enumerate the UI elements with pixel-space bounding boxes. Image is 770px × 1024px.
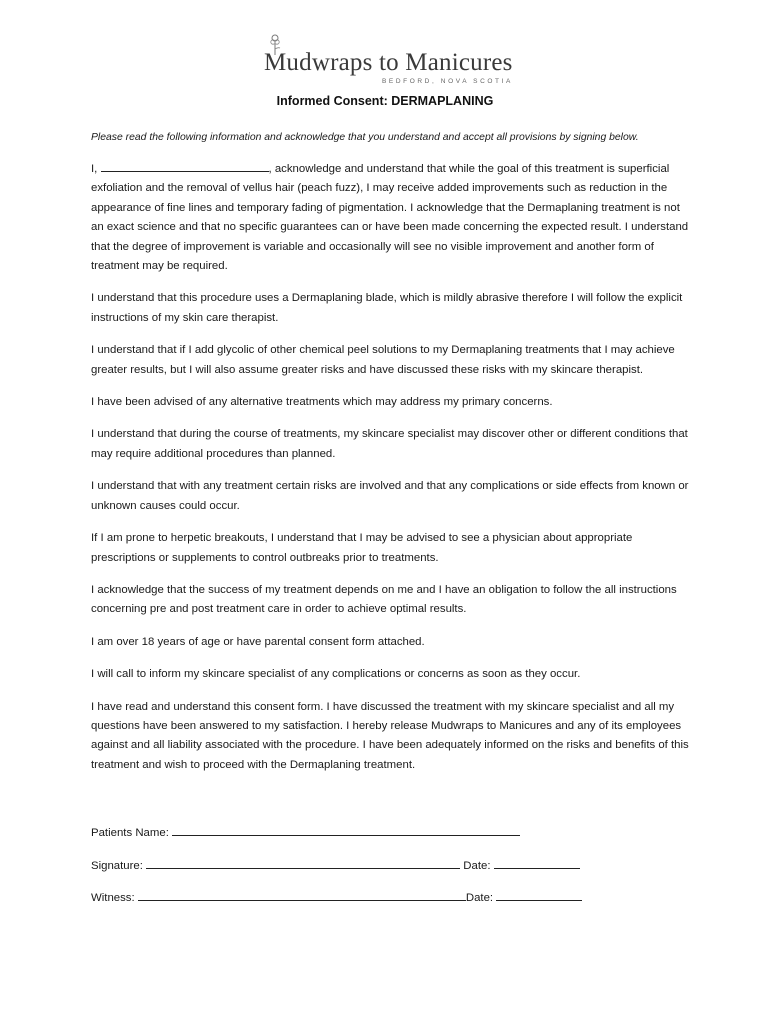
paragraph-aftercare: I acknowledge that the success of my treatment depends on me and I have an obligation to follow the all instructions concerning pre and post treatment care in order to achieve optimal results. [91, 583, 677, 616]
paragraph-alternatives: I have been advised of any alternative treatments which may address my primary concerns. [91, 396, 553, 409]
patient-name-field[interactable] [172, 823, 520, 836]
signature-row [91, 856, 691, 889]
witness-date-field[interactable] [496, 888, 582, 901]
signature-field[interactable] [146, 856, 460, 869]
consent-body [91, 128, 691, 788]
paragraph-herpetic: If I am prone to herpetic breakouts, I understand that I may be advised to see a physician about appropriate prescriptions or supplements to control outbreaks prior to treatments. [91, 532, 633, 564]
client-name-blank[interactable] [101, 159, 269, 172]
intro-instructions: Please read the following information and acknowledge that you understand and accept all provisions by signing below. [91, 132, 639, 143]
paragraph-peel: I understand that if I add glycolic of other chemical peel solutions to my Dermaplaning treatments that I may achieve greater results, but I will also assume greater risks and have discussed these risks with my skincare therapist. [91, 344, 675, 376]
paragraph-text: , acknowledge and understand that while the goal of this treatment is superficial exfoliation and the removal of vellus hair (peach fuzz), I may receive added improvements such as reduction in the appearance of fine lines and temporary fading of pigmentation. I acknowledge that the Dermaplaning treatment is not an exact science and that no specific guarantees can or have been made concerning the expected result. I understand that the degree of improvement is variable and occasionally will see no visible improvement and another form of treatment may be required. [91, 163, 689, 273]
logo-name: Mudwraps to Manicures [264, 49, 513, 76]
paragraph-complications: I will call to inform my skincare specialist of any complications or concerns as soon as they occur. [91, 668, 581, 681]
witness-row [91, 888, 691, 921]
paragraph-risks: I understand that with any treatment certain risks are involved and that any complications or side effects from known or unknown causes could occur. [91, 480, 689, 512]
witness-field[interactable] [138, 888, 466, 901]
logo-tagline: BEDFORD, NOVA SCOTIA [382, 78, 513, 85]
paragraph-blade: I understand that this procedure uses a Dermaplaning blade, which is mildly abrasive therefore I will follow the explicit instructions of my skin care therapist. [91, 292, 683, 324]
patient-name-label: Patients Name: [91, 827, 173, 839]
signature-date-label: Date: [460, 859, 494, 872]
witness-date-label: Date: [465, 892, 497, 904]
paragraph-release: I have read and understand this consent form. I have discussed the treatment with my skincare specialist and all my questions have been answered to my satisfaction. I hereby release Mudwraps to Manicures and any of its employees against and all liability associated with the procedure. I have been adequately informed on the risks and benefits of this treatment and wish to proceed with the Dermaplaning treatment. [91, 700, 689, 771]
document-title: Informed Consent: DERMAPLANING [276, 94, 494, 108]
paragraph-acknowledgement [91, 159, 691, 276]
paragraph-conditions: I understand that during the course of treatments, my skincare specialist may discover other or different conditions that may require additional procedures than planned. [91, 428, 688, 460]
signature-label: Signature: [91, 859, 147, 872]
patient-name-row [91, 823, 691, 856]
signature-date-field[interactable] [494, 856, 580, 869]
paragraph-prefix: I, [91, 163, 101, 175]
witness-label: Witness: [91, 892, 138, 904]
company-logo [264, 34, 514, 90]
paragraph-age: I am over 18 years of age or have parental consent form attached. [91, 635, 425, 648]
signature-fields [91, 823, 691, 921]
